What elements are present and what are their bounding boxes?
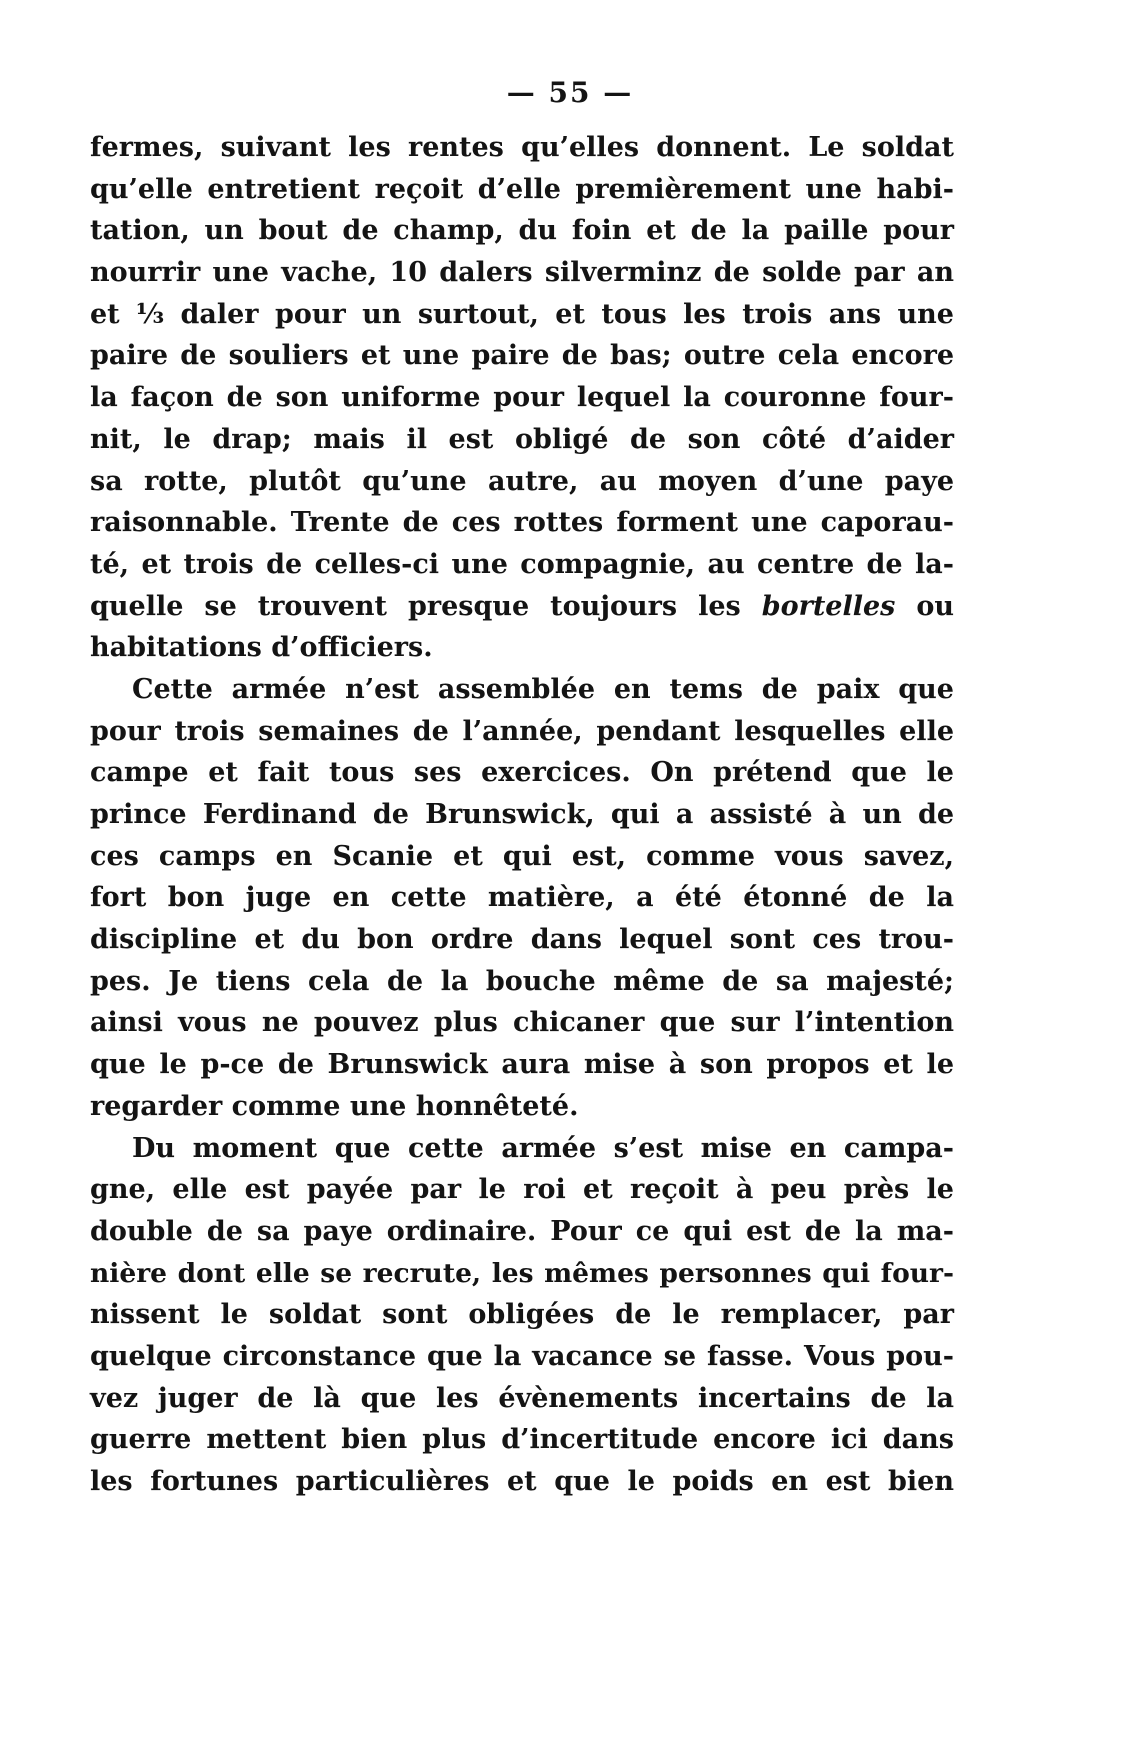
text-line: prince Ferdinand de Brunswick, qui a assisté à un de [90,799,954,830]
text-line: pour trois semaines de l’année, pendant lesquelles elle [90,715,954,747]
text-line: campe et fait tous ses exercices. On prétend que le [90,757,954,789]
paragraph [90,669,954,1128]
text-line: té, et trois de celles-ci une compagnie, au centre de la- [90,548,954,580]
text-line: quelque circonstance que la vacance se fasse. Vous pou- [90,1340,954,1372]
text-line: nière dont elle se recrute, les mêmes personnes qui four- [90,1257,954,1289]
text-line: double de sa paye ordinaire. Pour ce qui est de la ma- [90,1215,954,1247]
text-line: ainsi vous ne pouvez plus chicaner que sur l’intention [90,1007,954,1039]
paragraph [90,127,954,669]
text-line: raisonnable. Trente de ces rottes forment une caporau- [90,507,954,539]
text-segment: ou [895,590,954,622]
text-line: tation, un bout de champ, du foin et de la paille pour [90,215,954,247]
body-text [90,127,954,1503]
paragraph [90,1128,954,1503]
text-line: nourrir une vache, 10 dalers silverminz de solde par an [90,257,954,289]
text-line [90,586,954,628]
text-line: que le p-ce de Brunswick aura mise à son propos et le [90,1049,954,1081]
text-line: fermes, suivant les rentes qu’elles donnent. Le soldat [90,132,954,163]
italic-term: bortelles [761,590,896,622]
text-line: fort bon juge en cette matière, a été étonné de la [90,882,954,914]
text-line: vez juger de là que les évènements incertains de la [90,1382,954,1414]
text-line: guerre mettent bien plus d’incertitude encore ici dans [90,1424,954,1456]
text-line: qu’elle entretient reçoit d’elle premièrement une habi- [90,173,954,205]
text-line: habitations d’officiers. [90,632,433,664]
text-line: nit, le drap; mais il est obligé de son côté d’aider [90,423,954,455]
text-line: pes. Je tiens cela de la bouche même de sa majesté; [90,965,954,997]
text-line: nissent le soldat sont obligées de le remplacer, par [90,1299,954,1331]
text-line: regarder comme une honnêteté. [90,1090,579,1122]
text-line: sa rotte, plutôt qu’une autre, au moyen d’une paye [90,465,954,497]
text-line: Cette armée n’est assemblée en tems de paix que [132,673,954,705]
text-line: paire de souliers et une paire de bas; outre cela encore [90,340,954,372]
text-line: Du moment que cette armée s’est mise en campa- [132,1132,954,1164]
text-line: les fortunes particulières et que le poids en est bien [90,1466,954,1497]
text-segment: quelle se trouvent presque toujours les [90,590,762,622]
text-line: la façon de son uniforme pour lequel la couronne four- [90,382,954,414]
text-line: et ⅓ daler pour un surtout, et tous les trois ans une [90,298,954,330]
text-line: discipline et du bon ordre dans lequel sont ces trou- [90,924,954,956]
page-number: — 55 — [506,76,634,109]
text-line: ces camps en Scanie et qui est, comme vous savez, [90,840,954,872]
text-line: gne, elle est payée par le roi et reçoit à peu près le [90,1174,954,1206]
